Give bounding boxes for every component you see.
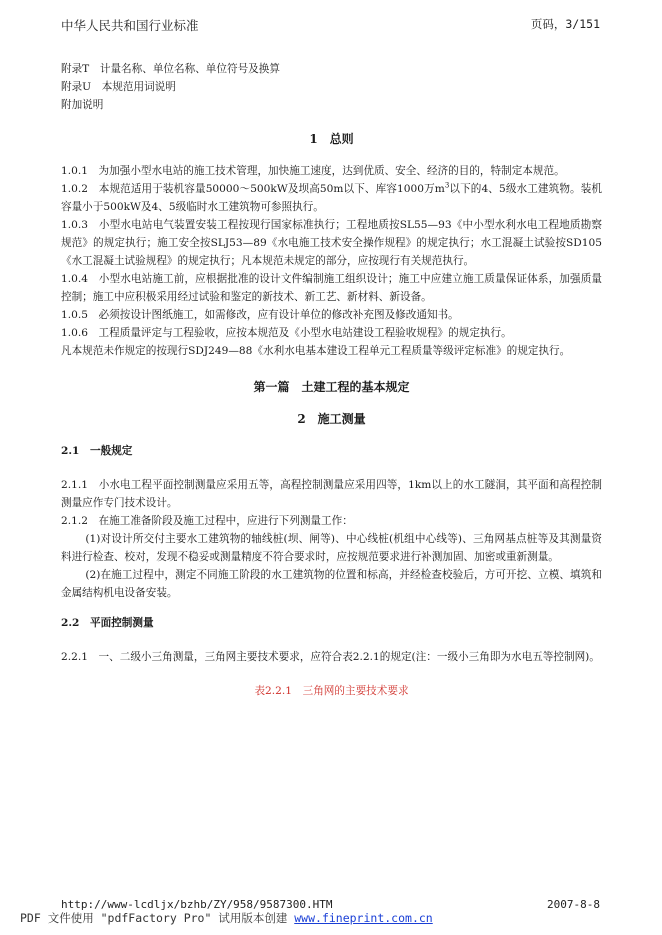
pdf-note-text: PDF 文件使用 "pdfFactory Pro" 试用版本创建 [20, 911, 295, 925]
section-2-2-title: 2.2 平面控制测量 [61, 617, 154, 629]
fineprint-link[interactable]: www.fineprint.com.cn [294, 911, 433, 925]
clause-1-0-2-text-a: 1.0.2 本规范适用于装机容量50000～500kW及坝高50m以下、库容1000万m [61, 183, 445, 195]
clause-2-2-1: 2.2.1 一、二级小三角测量，三角网主要技术要求，应符合表2.2.1的规定(注：一级小三角即为水电五等控制网)。 [61, 651, 600, 663]
clause-1-0-3: 1.0.3 小型水电站电气装置安装工程按现行国家标准执行；工程地质按SL55—93《中小型水利水电工程地质勘察规范》的规定执行；施工安全按SLJ53—89《水电施工技术安全操作规程》的规定执行；水工混凝土试验按SD105《水工混凝土试验规程》的规定执行；凡本规范未规定的部分，应按现行有关规范执行。 [61, 219, 602, 267]
part-1-title: 第一篇 土建工程的基本规定 [253, 380, 410, 394]
clause-2-1-1: 2.1.1 小水电工程平面控制测量应采用五等，高程控制测量应采用四等，1km以上的水工隧洞，其平面和高程控制测量应作专门技术设计。 [61, 479, 602, 509]
footer-date: 2007-8-8 [547, 898, 600, 911]
clause-2-1-2: 2.1.2 在施工准备阶段及施工过程中，应进行下列测量工作： [61, 515, 353, 527]
toc-item-appendix-t: 附录T 计量名称、单位名称、单位符号及换算 [61, 63, 280, 75]
toc-item-appendix-u: 附录U 本规范用词说明 [61, 81, 176, 93]
clause-2-1-2-item-1: (1)对设计所交付主要水工建筑物的轴线桩(坝、闸等)、中心线桩(机组中心线等)、三角网基点桩等及其测量资料进行检查、校对，发现不稳妥或测量精度不符合要求时，应按规范要求进行补测加固、加密或重新测量。 [61, 533, 602, 563]
clause-1-0-6: 1.0.6 工程质量评定与工程验收，应按本规范及《小型水电站建设工程验收规程》的规定执行。 [61, 327, 512, 339]
chapter-1-title: 1 总则 [309, 132, 354, 146]
chapter-2-title: 2 施工测量 [297, 412, 366, 426]
clause-1-0-2 [61, 180, 602, 216]
clause-1-0-4: 1.0.4 小型水电站施工前，应根据批准的设计文件编制施工组织设计；施工中应建立施工质量保证体系，加强质量控制；施工中应积极采用经过试验和鉴定的新技术、新工艺、新材料、新设备。 [61, 273, 602, 303]
toc-item-additional-notes: 附加说明 [61, 99, 104, 111]
clause-1-0-2-text-b: 以下的4、5级水工建筑物。装机容量小于500kW及4、5级临时水工建筑物可参照执行。 [61, 183, 602, 213]
clause-1-0-1: 1.0.1 为加强小型水电站的施工技术管理，加快施工速度，达到优质、安全、经济的目的，特制定本规范。 [61, 165, 565, 177]
page-header [61, 16, 600, 34]
page-number: 页码，3/151 [530, 17, 600, 31]
document-body [61, 60, 602, 700]
clause-note: 凡本规范未作规定的按现行SDJ249—88《水利水电基本建设工程单元工程质量等级评定标准》的规定执行。 [61, 345, 571, 357]
source-url: http://www-lcdljx/bzhb/ZY/958/9587300.HTM [61, 898, 333, 911]
superscript-3: 3 [444, 181, 450, 190]
header-title: 中华人民共和国行业标准 [61, 18, 199, 33]
table-caption: 表2.2.1 三角网的主要技术要求 [254, 685, 409, 697]
spacer [61, 602, 602, 614]
pdf-factory-note [20, 910, 433, 926]
toc-list [61, 60, 602, 114]
section-2-1-title: 2.1 一般规定 [61, 445, 133, 457]
clause-1-0-5: 1.0.5 必须按设计图纸施工，如需修改，应有设计单位的修改补充图及修改通知书。 [61, 309, 459, 321]
clause-2-1-2-item-2: (2)在施工过程中，测定不同施工阶段的水工建筑物的位置和标高，并经检查校验后，方可开挖、立模、填筑和金属结构机电设备安装。 [61, 569, 602, 599]
